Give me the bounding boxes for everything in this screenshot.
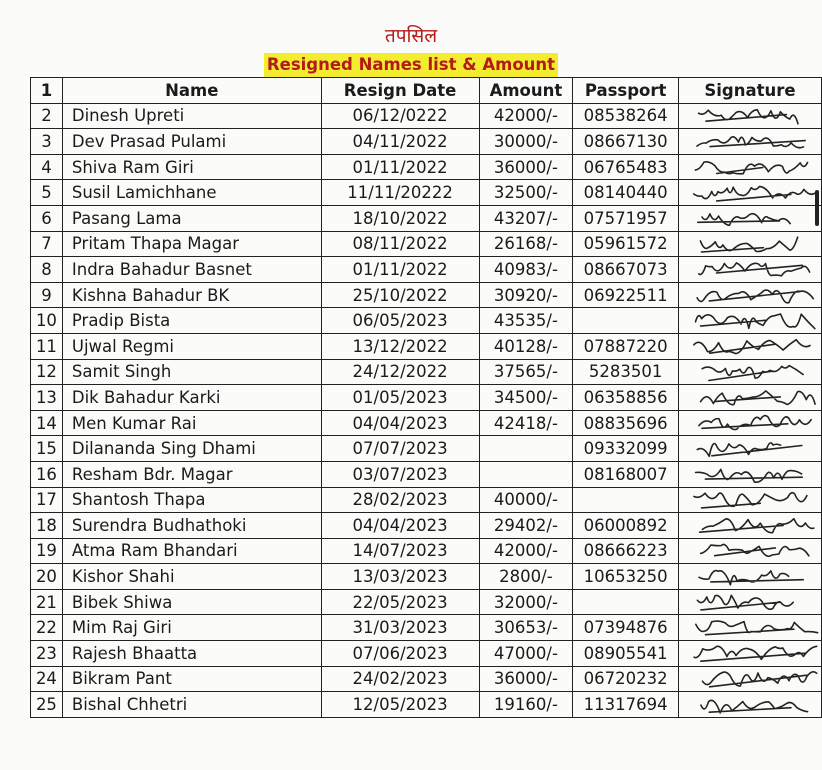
table-row bbox=[31, 359, 822, 385]
table-row bbox=[31, 692, 822, 718]
cell-resign-date: 13/03/2023 bbox=[321, 564, 479, 590]
cell-name: Dev Prasad Pulami bbox=[62, 129, 321, 155]
table-row bbox=[31, 436, 822, 462]
cell-name: Shiva Ram Giri bbox=[62, 154, 321, 180]
cell-resign-date: 12/05/2023 bbox=[321, 692, 479, 718]
cell-amount: 32500/- bbox=[479, 180, 573, 206]
cell-no: 19 bbox=[31, 538, 63, 564]
table-row bbox=[31, 385, 822, 411]
cell-resign-date: 01/05/2023 bbox=[321, 385, 479, 411]
table-row bbox=[31, 103, 822, 129]
cell-passport bbox=[573, 487, 679, 513]
table-row bbox=[31, 538, 822, 564]
table-row bbox=[31, 615, 822, 641]
cell-no: 20 bbox=[31, 564, 63, 590]
table-row bbox=[31, 154, 822, 180]
handwritten-signature bbox=[679, 283, 821, 307]
cell-resign-date: 08/11/2022 bbox=[321, 231, 479, 257]
handwritten-signature bbox=[679, 667, 821, 691]
cell-resign-date: 01/11/2022 bbox=[321, 154, 479, 180]
cell-no: 5 bbox=[31, 180, 63, 206]
cell-amount: 32000/- bbox=[479, 589, 573, 615]
cell-passport: 06358856 bbox=[573, 385, 679, 411]
cell-signature bbox=[678, 589, 821, 615]
cell-name: Atma Ram Bhandari bbox=[62, 538, 321, 564]
cell-passport: 08667130 bbox=[573, 129, 679, 155]
cell-name: Bishal Chhetri bbox=[62, 692, 321, 718]
cell-no: 23 bbox=[31, 641, 63, 667]
cell-name: Ujwal Regmi bbox=[62, 333, 321, 359]
cell-amount: 37565/- bbox=[479, 359, 573, 385]
header-amount: Amount bbox=[479, 78, 573, 104]
handwritten-signature bbox=[679, 565, 821, 589]
cell-no: 4 bbox=[31, 154, 63, 180]
cell-resign-date: 04/04/2023 bbox=[321, 513, 479, 539]
cell-resign-date: 13/12/2022 bbox=[321, 333, 479, 359]
cell-signature bbox=[678, 461, 821, 487]
cell-passport: 08835696 bbox=[573, 410, 679, 436]
header-name: Name bbox=[62, 78, 321, 104]
cell-name: Dilananda Sing Dhami bbox=[62, 436, 321, 462]
cell-name: Resham Bdr. Magar bbox=[62, 461, 321, 487]
cell-passport: 08168007 bbox=[573, 461, 679, 487]
cell-no: 15 bbox=[31, 436, 63, 462]
cell-resign-date: 06/12/0222 bbox=[321, 103, 479, 129]
table-row bbox=[31, 231, 822, 257]
cell-resign-date: 24/12/2022 bbox=[321, 359, 479, 385]
cell-no: 16 bbox=[31, 461, 63, 487]
cell-passport: 08140440 bbox=[573, 180, 679, 206]
cell-signature bbox=[678, 180, 821, 206]
cell-passport: 09332099 bbox=[573, 436, 679, 462]
cell-amount: 36000/- bbox=[479, 154, 573, 180]
cell-amount: 42000/- bbox=[479, 103, 573, 129]
edge-ink-mark bbox=[815, 190, 819, 226]
handwritten-signature bbox=[679, 437, 821, 461]
cell-no: 8 bbox=[31, 257, 63, 283]
cell-resign-date: 01/11/2022 bbox=[321, 257, 479, 283]
cell-signature bbox=[678, 231, 821, 257]
table-row bbox=[31, 461, 822, 487]
table-row bbox=[31, 513, 822, 539]
cell-name: Bibek Shiwa bbox=[62, 589, 321, 615]
table-row bbox=[31, 589, 822, 615]
cell-signature bbox=[678, 641, 821, 667]
cell-resign-date: 03/07/2023 bbox=[321, 461, 479, 487]
cell-name: Rajesh Bhaatta bbox=[62, 641, 321, 667]
cell-no: 2 bbox=[31, 103, 63, 129]
cell-no: 14 bbox=[31, 410, 63, 436]
cell-passport bbox=[573, 589, 679, 615]
cell-resign-date: 14/07/2023 bbox=[321, 538, 479, 564]
cell-name: Bikram Pant bbox=[62, 666, 321, 692]
cell-signature bbox=[678, 564, 821, 590]
table-row bbox=[31, 257, 822, 283]
cell-resign-date: 07/07/2023 bbox=[321, 436, 479, 462]
table-row bbox=[31, 205, 822, 231]
cell-resign-date: 04/04/2023 bbox=[321, 410, 479, 436]
cell-name: Surendra Budhathoki bbox=[62, 513, 321, 539]
cell-no: 7 bbox=[31, 231, 63, 257]
cell-amount: 26168/- bbox=[479, 231, 573, 257]
table-row bbox=[31, 308, 822, 334]
cell-amount: 34500/- bbox=[479, 385, 573, 411]
cell-passport: 08666223 bbox=[573, 538, 679, 564]
table-body bbox=[31, 103, 822, 717]
handwritten-signature bbox=[679, 488, 821, 512]
cell-no: 17 bbox=[31, 487, 63, 513]
table-header-row bbox=[31, 78, 822, 104]
cell-amount: 43535/- bbox=[479, 308, 573, 334]
cell-passport: 07887220 bbox=[573, 333, 679, 359]
cell-passport: 06765483 bbox=[573, 154, 679, 180]
handwritten-signature bbox=[679, 155, 821, 179]
cell-signature bbox=[678, 308, 821, 334]
cell-resign-date: 25/10/2022 bbox=[321, 282, 479, 308]
cell-no: 21 bbox=[31, 589, 63, 615]
cell-amount bbox=[479, 436, 573, 462]
cell-resign-date: 24/02/2023 bbox=[321, 666, 479, 692]
cell-signature bbox=[678, 513, 821, 539]
cell-amount bbox=[479, 461, 573, 487]
table-row bbox=[31, 410, 822, 436]
cell-no: 12 bbox=[31, 359, 63, 385]
cell-signature bbox=[678, 538, 821, 564]
cell-signature bbox=[678, 282, 821, 308]
cell-signature bbox=[678, 410, 821, 436]
cell-resign-date: 22/05/2023 bbox=[321, 589, 479, 615]
header-no: 1 bbox=[31, 78, 63, 104]
cell-resign-date: 11/11/20222 bbox=[321, 180, 479, 206]
cell-no: 22 bbox=[31, 615, 63, 641]
cell-signature bbox=[678, 359, 821, 385]
cell-amount: 40128/- bbox=[479, 333, 573, 359]
cell-amount: 36000/- bbox=[479, 666, 573, 692]
cell-signature bbox=[678, 257, 821, 283]
cell-signature bbox=[678, 385, 821, 411]
cell-resign-date: 07/06/2023 bbox=[321, 641, 479, 667]
table-row bbox=[31, 333, 822, 359]
cell-name: Pritam Thapa Magar bbox=[62, 231, 321, 257]
handwritten-signature bbox=[679, 462, 821, 486]
handwritten-signature bbox=[679, 539, 821, 563]
table-row bbox=[31, 487, 822, 513]
cell-name: Mim Raj Giri bbox=[62, 615, 321, 641]
resigned-names-table bbox=[30, 77, 822, 718]
cell-signature bbox=[678, 436, 821, 462]
cell-name: Susil Lamichhane bbox=[62, 180, 321, 206]
cell-amount: 30000/- bbox=[479, 129, 573, 155]
handwritten-signature bbox=[679, 590, 821, 614]
cell-name: Kishor Shahi bbox=[62, 564, 321, 590]
cell-amount: 2800/- bbox=[479, 564, 573, 590]
cell-signature bbox=[678, 103, 821, 129]
handwritten-signature bbox=[679, 104, 821, 128]
cell-no: 10 bbox=[31, 308, 63, 334]
cell-name: Samit Singh bbox=[62, 359, 321, 385]
cell-no: 18 bbox=[31, 513, 63, 539]
cell-amount: 42000/- bbox=[479, 538, 573, 564]
cell-no: 24 bbox=[31, 666, 63, 692]
handwritten-signature bbox=[679, 232, 821, 256]
cell-name: Men Kumar Rai bbox=[62, 410, 321, 436]
cell-passport: 07571957 bbox=[573, 205, 679, 231]
cell-signature bbox=[678, 692, 821, 718]
cell-name: Dik Bahadur Karki bbox=[62, 385, 321, 411]
handwritten-signature bbox=[679, 206, 821, 230]
handwritten-signature bbox=[679, 181, 821, 205]
header-resign-date: Resign Date bbox=[321, 78, 479, 104]
cell-no: 3 bbox=[31, 129, 63, 155]
cell-passport: 07394876 bbox=[573, 615, 679, 641]
header-signature: Signature bbox=[678, 78, 821, 104]
cell-name: Indra Bahadur Basnet bbox=[62, 257, 321, 283]
subheading-wrap bbox=[0, 53, 822, 77]
cell-signature bbox=[678, 615, 821, 641]
cell-amount: 43207/- bbox=[479, 205, 573, 231]
cell-amount: 30920/- bbox=[479, 282, 573, 308]
handwritten-signature bbox=[679, 693, 821, 717]
cell-signature bbox=[678, 666, 821, 692]
cell-amount: 30653/- bbox=[479, 615, 573, 641]
handwritten-signature bbox=[679, 513, 821, 537]
header-passport: Passport bbox=[573, 78, 679, 104]
cell-passport: 11317694 bbox=[573, 692, 679, 718]
table-row bbox=[31, 180, 822, 206]
cell-resign-date: 28/02/2023 bbox=[321, 487, 479, 513]
cell-amount: 40983/- bbox=[479, 257, 573, 283]
cell-name: Dinesh Upreti bbox=[62, 103, 321, 129]
cell-amount: 29402/- bbox=[479, 513, 573, 539]
handwritten-signature bbox=[679, 257, 821, 281]
page-heading: तपसिल bbox=[384, 25, 438, 47]
handwritten-signature bbox=[679, 334, 821, 358]
cell-resign-date: 04/11/2022 bbox=[321, 129, 479, 155]
cell-passport: 05961572 bbox=[573, 231, 679, 257]
cell-signature bbox=[678, 154, 821, 180]
cell-amount: 47000/- bbox=[479, 641, 573, 667]
cell-no: 13 bbox=[31, 385, 63, 411]
table-row bbox=[31, 641, 822, 667]
cell-signature bbox=[678, 487, 821, 513]
cell-no: 9 bbox=[31, 282, 63, 308]
cell-signature bbox=[678, 129, 821, 155]
page-subheading: Resigned Names list & Amount bbox=[264, 53, 558, 77]
cell-no: 6 bbox=[31, 205, 63, 231]
cell-passport: 10653250 bbox=[573, 564, 679, 590]
cell-passport: 08538264 bbox=[573, 103, 679, 129]
cell-amount: 19160/- bbox=[479, 692, 573, 718]
table-row bbox=[31, 564, 822, 590]
handwritten-signature bbox=[679, 641, 821, 665]
cell-signature bbox=[678, 333, 821, 359]
table-row bbox=[31, 666, 822, 692]
cell-passport: 08667073 bbox=[573, 257, 679, 283]
cell-amount: 40000/- bbox=[479, 487, 573, 513]
table-row bbox=[31, 282, 822, 308]
cell-passport: 06720232 bbox=[573, 666, 679, 692]
cell-name: Shantosh Thapa bbox=[62, 487, 321, 513]
handwritten-signature bbox=[679, 411, 821, 435]
cell-amount: 42418/- bbox=[479, 410, 573, 436]
cell-signature bbox=[678, 205, 821, 231]
cell-passport: 06922511 bbox=[573, 282, 679, 308]
table-row bbox=[31, 129, 822, 155]
cell-no: 25 bbox=[31, 692, 63, 718]
cell-passport: 5283501 bbox=[573, 359, 679, 385]
cell-passport: 06000892 bbox=[573, 513, 679, 539]
cell-passport bbox=[573, 308, 679, 334]
cell-resign-date: 18/10/2022 bbox=[321, 205, 479, 231]
handwritten-signature bbox=[679, 309, 821, 333]
cell-passport: 08905541 bbox=[573, 641, 679, 667]
handwritten-signature bbox=[679, 385, 821, 409]
cell-name: Pradip Bista bbox=[62, 308, 321, 334]
handwritten-signature bbox=[679, 616, 821, 640]
cell-name: Kishna Bahadur BK bbox=[62, 282, 321, 308]
cell-resign-date: 06/05/2023 bbox=[321, 308, 479, 334]
cell-resign-date: 31/03/2023 bbox=[321, 615, 479, 641]
cell-no: 11 bbox=[31, 333, 63, 359]
handwritten-signature bbox=[679, 360, 821, 384]
cell-name: Pasang Lama bbox=[62, 205, 321, 231]
handwritten-signature bbox=[679, 129, 821, 153]
